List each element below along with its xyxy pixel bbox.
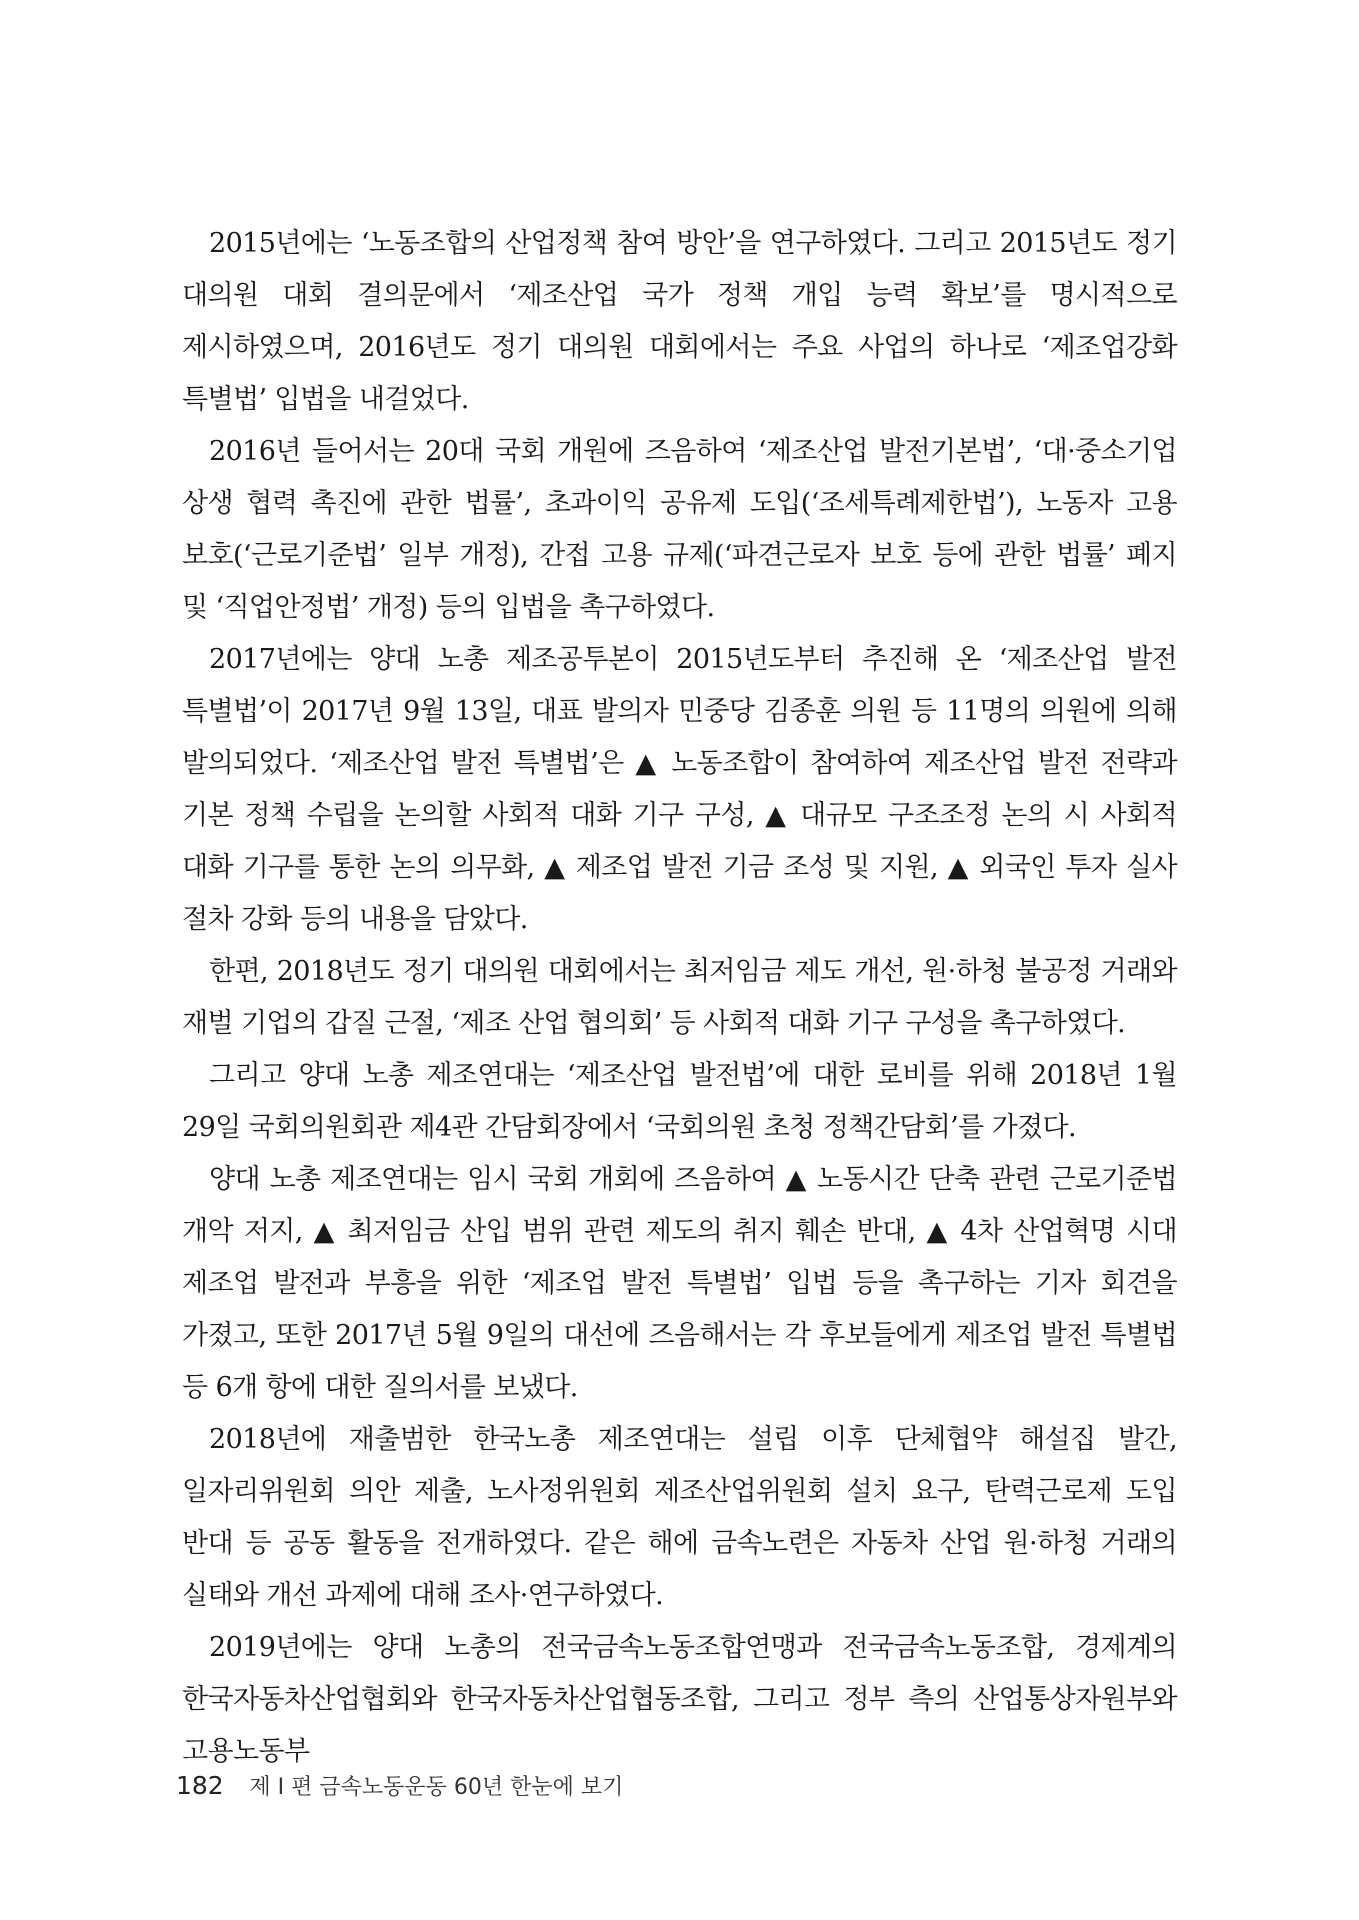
paragraph: 2018년에 재출범한 한국노총 제조연대는 설립 이후 단체협약 해설집 발간, 일자리위원회 의안 제출, 노사정위원회 제조산업위원회 설치 요구, 탄력근로제 도입 반대 등 공동 활동을 전개하였다. 같은 해에 금속노련은 자동차 산업 원·하청 거래의 실태와 개선 과제에 대해 조사·연구하였다.	[182, 1424, 1177, 1611]
paragraph: 2017년에는 양대 노총 제조공투본이 2015년도부터 추진해 온 ‘제조산업 발전 특별법’이 2017년 9월 13일, 대표 발의자 민중당 김종훈 의원 등 11명의 의원에 의해 발의되었다. ‘제조산업 발전 특별법’은 ▲ 노동조합이 참여하여 제조산업 발전 전략과 기본 정책 수립을 논의할 사회적 대화 기구 구성, ▲ 대규모 구조조정 논의 시 사회적 대화 기구를 통한 논의 의무화, ▲ 제조업 발전 기금 조성 및 지원, ▲ 외국인 투자 실사 절차 강화 등의 내용을 담았다.	[182, 644, 1177, 935]
paragraph: 2019년에는 양대 노총의 전국금속노동조합연맹과 전국금속노동조합, 경제계의 한국자동차산업협회와 한국자동차산업협동조합, 그리고 정부 측의 산업통상자원부와 고용노동부	[182, 1632, 1177, 1767]
page-footer	[176, 1770, 623, 1801]
paragraph: 2015년에는 ‘노동조합의 산업정책 참여 방안’을 연구하였다. 그리고 2015년도 정기 대의원 대회 결의문에서 ‘제조산업 국가 정책 개입 능력 확보’를 명시적으로 제시하였으며, 2016년도 정기 대의원 대회에서는 주요 사업의 하나로 ‘제조업강화 특별법’ 입법을 내걸었다.	[182, 228, 1177, 415]
body-text	[182, 218, 1177, 1778]
paragraph: 2016년 들어서는 20대 국회 개원에 즈음하여 ‘제조산업 발전기본법’, ‘대·중소기업 상생 협력 촉진에 관한 법률’, 초과이익 공유제 도입(‘조세특례제한법’), 노동자 고용 보호(‘근로기준법’ 일부 개정), 간접 고용 규제(‘파견근로자 보호 등에 관한 법률’ 폐지 및 ‘직업안정법’ 개정) 등의 입법을 촉구하였다.	[182, 436, 1177, 623]
paragraph: 양대 노총 제조연대는 임시 국회 개회에 즈음하여 ▲ 노동시간 단축 관련 근로기준법 개악 저지, ▲ 최저임금 산입 범위 관련 제도의 취지 훼손 반대, ▲ 4차 산업혁명 시대 제조업 발전과 부흥을 위한 ‘제조업 발전 특별법’ 입법 등을 촉구하는 기자 회견을 가졌고, 또한 2017년 5월 9일의 대선에 즈음해서는 각 후보들에게 제조업 발전 특별법 등 6개 항에 대한 질의서를 보냈다.	[182, 1164, 1177, 1403]
running-title: 제 I 편 금속노동운동 60년 한눈에 보기	[249, 1775, 624, 1800]
page-number: 182	[176, 1771, 224, 1800]
paragraph: 한편, 2018년도 정기 대의원 대회에서는 최저임금 제도 개선, 원·하청 불공정 거래와 재벌 기업의 갑질 근절, ‘제조 산업 협의회’ 등 사회적 대화 기구 구성을 촉구하였다.	[182, 956, 1177, 1039]
paragraph: 그리고 양대 노총 제조연대는 ‘제조산업 발전법’에 대한 로비를 위해 2018년 1월 29일 국회의원회관 제4관 간담회장에서 ‘국회의원 초청 정책간담회’를 가졌다.	[182, 1060, 1177, 1143]
